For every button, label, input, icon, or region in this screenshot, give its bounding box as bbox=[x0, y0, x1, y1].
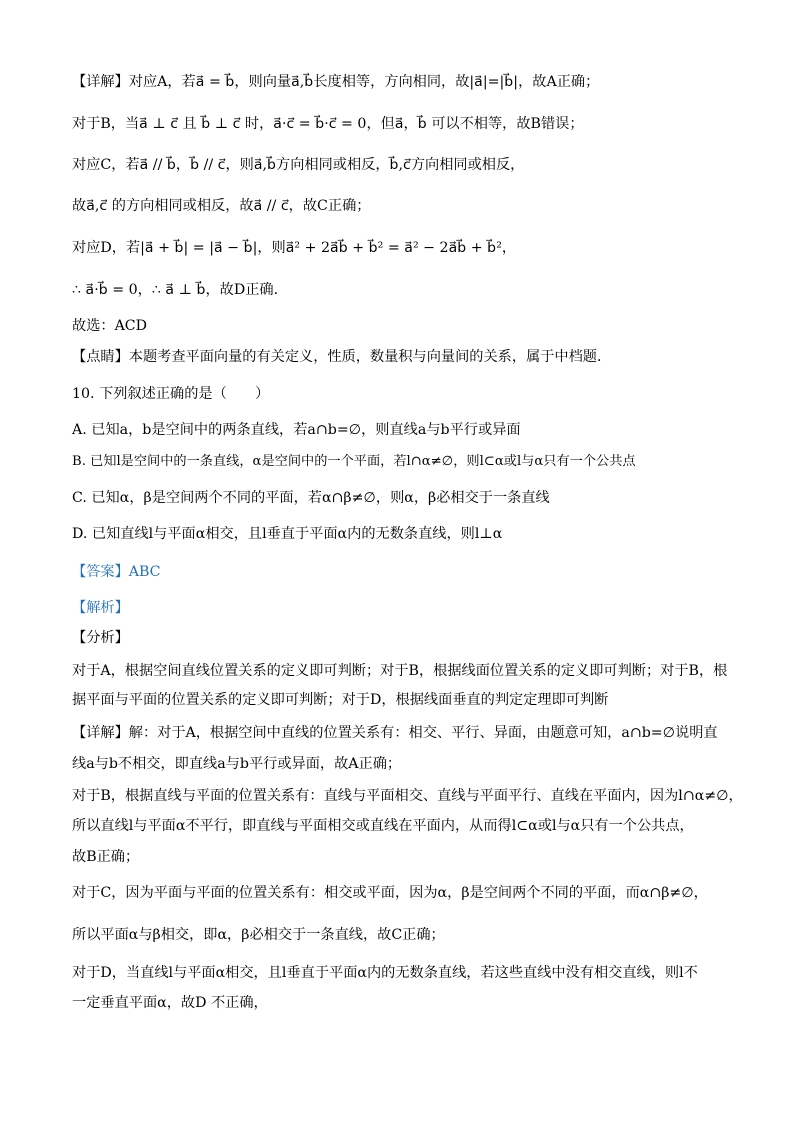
solution-b-line-1: 对于B，根据直线与平面的位置关系有：直线与平面相交、直线与平面平行、直线在平面内，因为l∩α≠∅， bbox=[72, 788, 743, 804]
solution-b-line-3: 故B正确； bbox=[72, 849, 140, 865]
option-c: C. 已知α，β是空间两个不同的平面，若α∩β≠∅，则α，β必相交于一条直线 bbox=[72, 490, 550, 506]
analysis-subheading: 【分析】 bbox=[72, 630, 129, 646]
option-a: A. 已知a，b是空间中的两条直线，若a∩b=∅，则直线a与b平行或异面 bbox=[72, 422, 521, 438]
solution-a-line-2: 线a与b不相交，即直线a与b平行或异面，故A正确； bbox=[72, 756, 402, 772]
solution-a-line-1: 【详解】解：对于A，根据空间中直线的位置关系有：相交、平行、异面，由题意可知，a∩b=∅说明直 bbox=[72, 725, 718, 741]
detail-d-line-2: ∴ a⃗·b⃗ = 0，∴ a⃗ ⊥ b⃗，故D正确． bbox=[72, 282, 288, 298]
choice-line: 故选：ACD bbox=[72, 318, 148, 334]
detail-a-line: 【详解】对应A，若a⃗ = b⃗，则向量a⃗,b⃗长度相等，方向相同，故|a⃗|=|b⃗|，故A正确； bbox=[72, 74, 600, 90]
detail-b-line: 对于B，当a⃗ ⊥ c⃗ 且 b⃗ ⊥ c⃗ 时，a⃗·c⃗ = b⃗·c⃗ = 0，但a⃗，b⃗ 可以不相等，故B错误； bbox=[72, 116, 584, 132]
detail-d-line-1: 对应D，若|a⃗ + b⃗| = |a⃗ − b⃗|，则a⃗² + 2a⃗b⃗ + b⃗² = a⃗² − 2a⃗b⃗ + b⃗²， bbox=[72, 240, 517, 256]
option-b: B. 已知l是空间中的一条直线，α是空间中的一个平面，若l∩α≠∅，则l⊂α或l与α只有一个公共点 bbox=[72, 454, 636, 469]
answer-line: 【答案】ABC bbox=[72, 564, 161, 580]
solution-b-line-2: 所以直线l与平面α不平行，即直线与平面相交或直线在平面内，从而得l⊂α或l与α只有一个公共点， bbox=[72, 818, 694, 834]
analysis-heading: 【解析】 bbox=[72, 600, 129, 616]
solution-c-line-1: 对于C，因为平面与平面的位置关系有：相交或平面，因为α，β是空间两个不同的平面，而α∩β≠∅， bbox=[72, 885, 708, 901]
analysis-line-1: 对于A，根据空间直线位置关系的定义即可判断；对于B，根据线面位置关系的定义即可判断；对于B，根 bbox=[72, 663, 728, 679]
detail-c-line-1: 对应C，若a⃗ // b⃗，b⃗ // c⃗，则a⃗,b⃗方向相同或相反，b⃗,c⃗方向相同或相反， bbox=[72, 157, 525, 173]
option-d: D. 已知直线l与平面α相交，且l垂直于平面α内的无数条直线，则l⊥α bbox=[72, 526, 503, 542]
question-stem: 10. 下列叙述正确的是（ ） bbox=[72, 386, 270, 402]
detail-c-line-2: 故a⃗,c⃗ 的方向相同或相反，故a⃗ // c⃗，故C正确； bbox=[72, 198, 371, 214]
comment-line: 【点睛】本题考查平面向量的有关定义，性质，数量积与向量间的关系，属于中档题． bbox=[72, 349, 612, 365]
solution-d-line-1: 对于D，当直线l与平面α相交，且l垂直于平面α内的无数条直线，若这些直线中没有相交直线，则l不 bbox=[72, 965, 698, 981]
solution-c-line-2: 所以平面α与β相交，即α，β必相交于一条直线，故C正确； bbox=[72, 927, 445, 943]
solution-d-line-2: 一定垂直平面α，故D 不正确， bbox=[72, 995, 268, 1011]
analysis-line-2: 据平面与平面的位置关系的定义即可判断；对于D，根据线面垂直的判定定理即可判断 bbox=[72, 692, 609, 708]
